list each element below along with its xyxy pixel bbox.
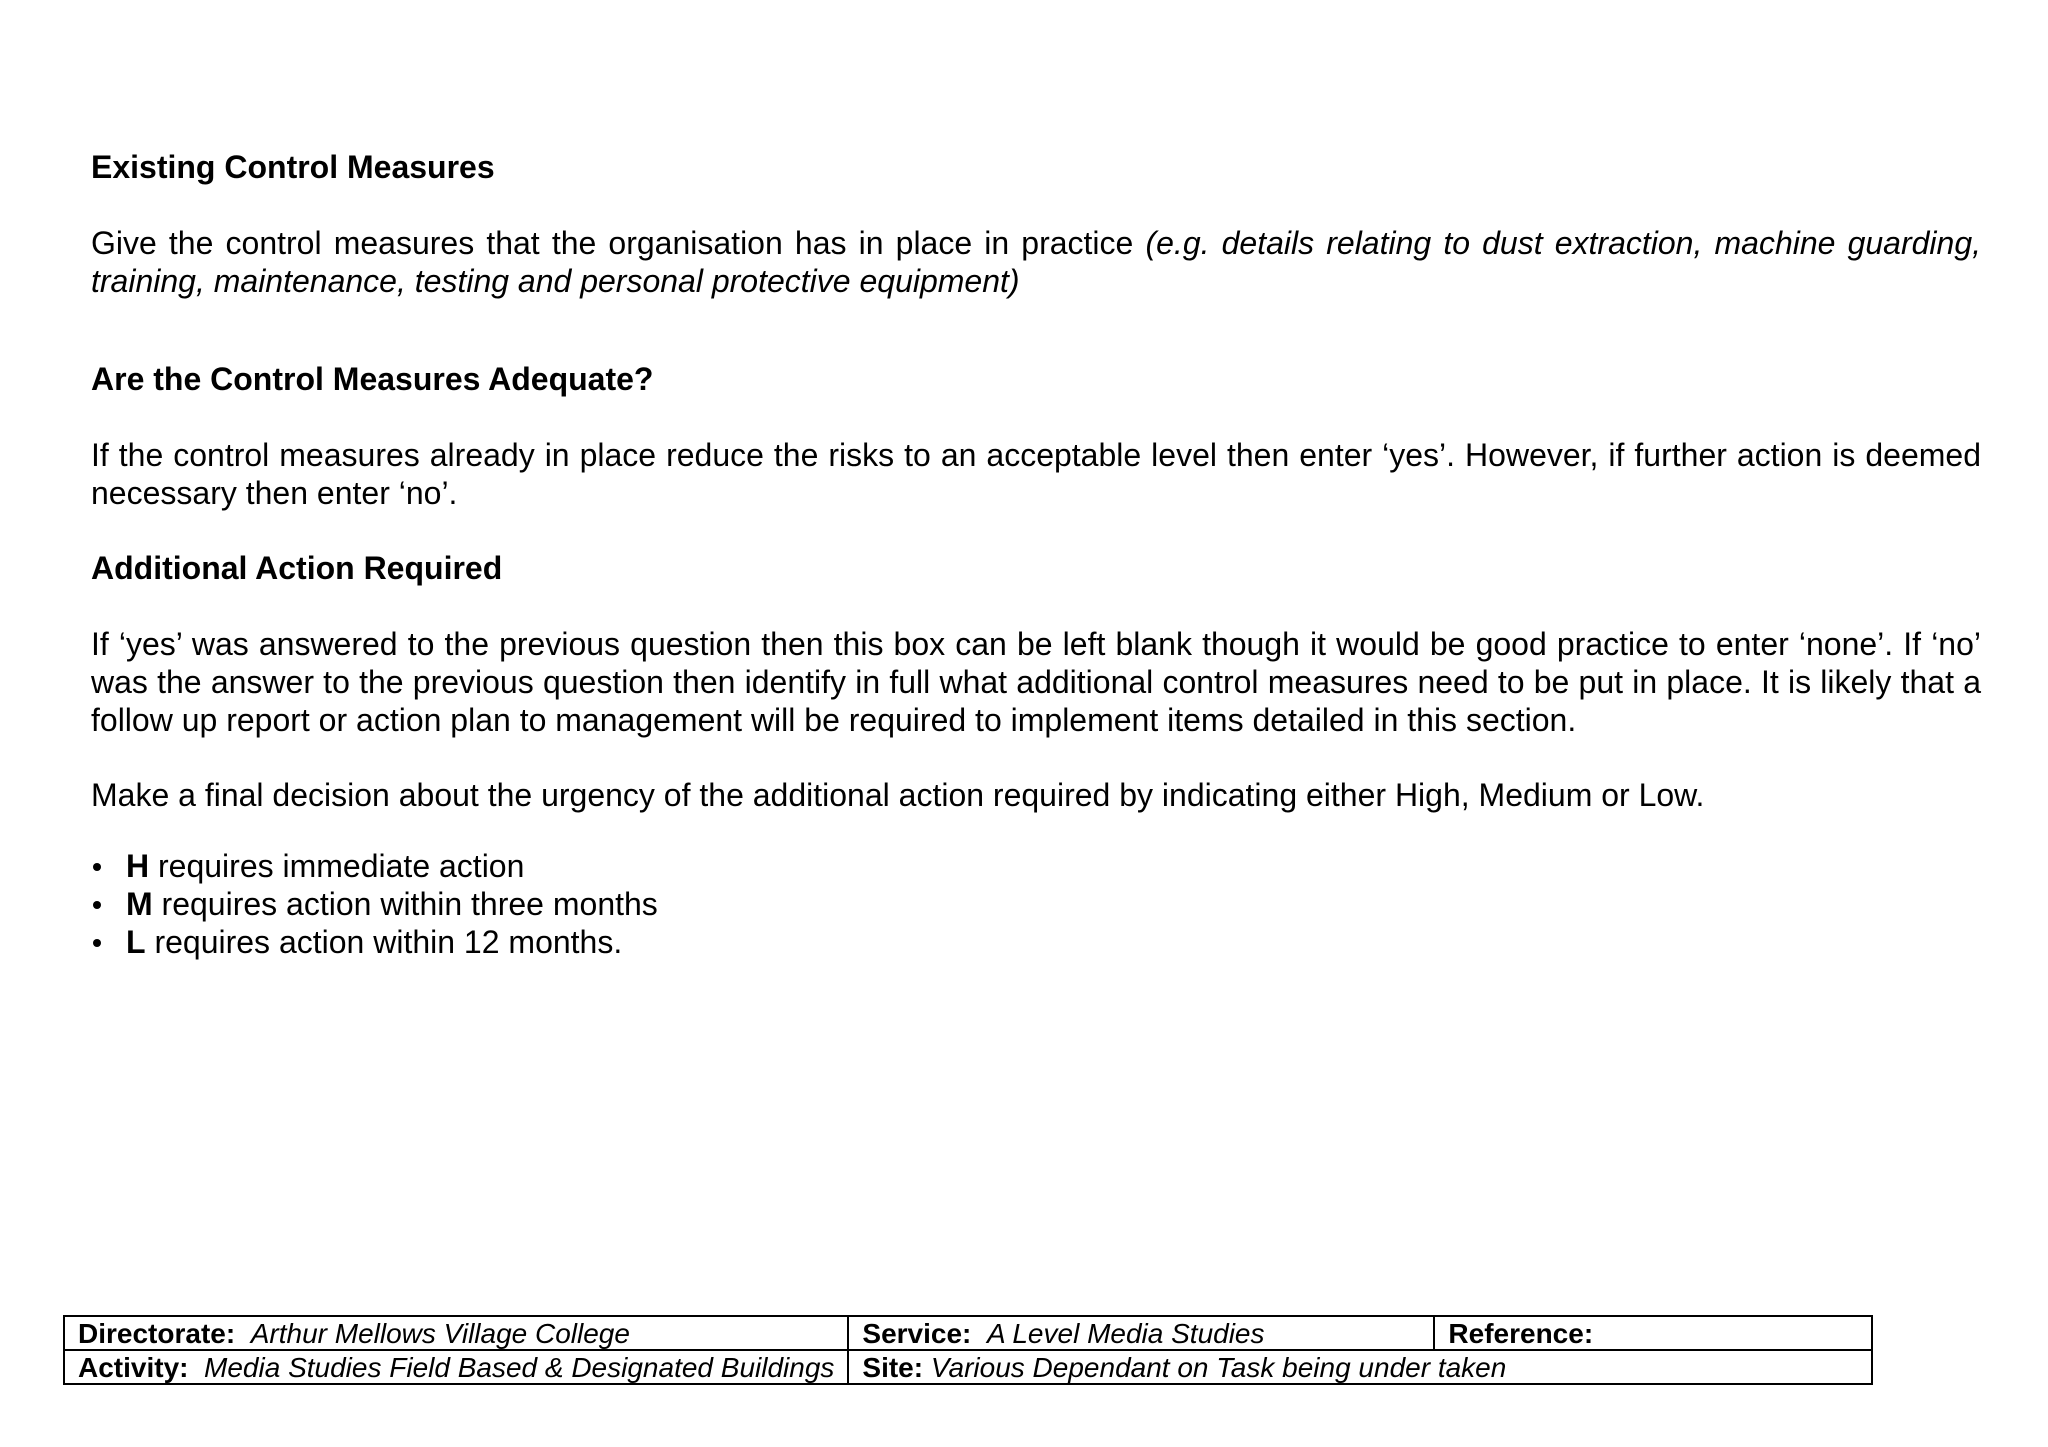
bullet-key: H [126,848,150,884]
activity-label: Activity: [78,1352,189,1383]
bullet-key: M [126,886,153,922]
paragraph-existing-control-measures [91,224,1981,300]
site-label: Site: [862,1352,924,1383]
existing-text: Give the control measures that the organisation has in place in practice [91,225,1146,261]
activity-cell [64,1350,848,1384]
bullet-dot [93,901,101,909]
bullet-text: requires action within 12 months. [145,924,623,960]
service-label: Service: [862,1318,972,1349]
bullet-item-low [91,923,658,961]
reference-cell [1434,1316,1872,1350]
service-cell [848,1316,1434,1350]
heading-existing-control-measures: Existing Control Measures [91,149,495,185]
footer-row-1 [64,1316,1872,1350]
existing-text-italic: (e.g. details relating to dust extraction, machine guarding, training, maintenance, testing and personal protective equipment) [91,225,1982,299]
paragraph-additional-action: If ‘yes’ was answered to the previous question then this box can be left blank though it would be good practice to enter ‘none’. If ‘no’ was the answer to the previous question then identify in full what additional control measures need to be put in place. It is likely that a follow up report or action plan to management will be required to implement items detailed in this section. [91,626,1981,738]
service-value: A Level Media Studies [986,1318,1265,1349]
paragraph-control-measures-adequate: If the control measures already in place reduce the risks to an acceptable level then enter ‘yes’. However, if further action is deemed necessary then enter ‘no’. [91,437,1981,511]
bullet-dot [93,863,101,871]
bullet-key: L [126,924,146,960]
directorate-value: Arthur Mellows Village College [250,1318,630,1349]
bullet-item-medium [91,885,658,923]
bullet-text: requires immediate action [149,848,525,884]
activity-value: Media Studies Field Based & Designated Buildings [204,1352,835,1383]
directorate-label: Directorate: [78,1318,236,1349]
paragraph-urgency-decision: Make a final decision about the urgency of the additional action required by indicating either High, Medium or Low. [91,777,1705,813]
heading-additional-action-required: Additional Action Required [91,550,503,586]
site-cell [848,1350,1872,1384]
bullet-item-high [91,847,658,885]
directorate-cell [64,1316,848,1350]
footer-row-2 [64,1350,1872,1384]
footer-info-table [63,1315,1873,1385]
bullet-text: requires action within three months [152,886,658,922]
urgency-bullet-list [91,847,658,961]
heading-control-measures-adequate: Are the Control Measures Adequate? [91,361,654,397]
site-value: Various Dependant on Task being under taken [930,1352,1507,1383]
reference-label: Reference: [1448,1318,1594,1349]
bullet-dot [93,939,101,947]
